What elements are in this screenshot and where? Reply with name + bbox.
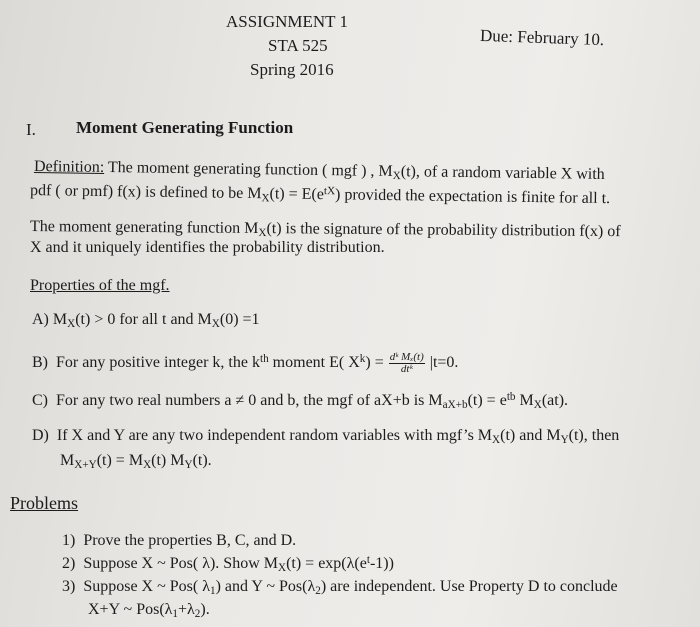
assignment-title: ASSIGNMENT 1 <box>226 12 349 31</box>
problem-3-line-1: 3) Suppose X ~ Pos( $\lambda_1$) and Y ~ $Pos(\lambda_2)$ are independent. Use Property D to conclude <box>62 578 618 597</box>
section-title: Moment Generating Function <box>76 118 294 137</box>
property-b: B) For any positive integer k, the $k^{th}$ moment E( $X^k$) = $\frac{\text{dᵏ Mₓ(t)}}{\text{dtᵏ}}$ |t=0. <box>32 351 459 375</box>
definition-line-1: Definition: The moment generating function ( mgf ) , $M_X(t)$, of a random variable X with <box>33 158 605 183</box>
definition-label: Definition: <box>33 158 105 176</box>
property-c: C) For any two real numbers a ≠ 0 and b, the mgf of aX+b is $M_{aX+b}(t) = e^{tb}$ $M_X(at)$. <box>32 391 569 411</box>
section-numeral: I. <box>26 120 36 139</box>
signature-line-2: X and it uniquely identifies the probability distribution. <box>30 239 385 256</box>
problems-title: Problems <box>10 493 79 513</box>
due-date: Due: February 10. <box>479 25 605 50</box>
property-a: A) $M_X(t) > 0$ for all t and $M_X(0) =1$ <box>32 311 260 330</box>
derivative-fraction: $\frac{\text{dᵏ Mₓ(t)}}{\text{dtᵏ}}$ <box>389 351 424 375</box>
problem-1: 1) Prove the properties B, C, and D. <box>62 532 297 549</box>
definition-line-2: pdf ( or pmf) f(x) is defined to be $M_X(t) = E(e^{tX})$ provided the expectation is finite for all t. <box>29 182 611 208</box>
term: Spring 2016 <box>250 60 334 79</box>
problem-3-line-2: X+Y ~ $Pos(\lambda_1+\lambda_2)$. <box>88 601 210 620</box>
property-d-line-2: $M_{X+Y}(t) = M_X(t)$ $M_Y(t)$. <box>60 452 212 471</box>
signature-line-1: The moment generating function $M_X(t)$ is the signature of the probability distribution f(x) of <box>29 218 621 241</box>
problem-2: 2) Suppose X ~ Pos( λ). Show $M_X(t) = \exp(\lambda(e^t-1))$ <box>62 554 394 574</box>
property-d-line-1: D) If X and Y are any two independent random variables with mgf’s $M_X(t)$ and $M_Y(t)$, then <box>32 427 620 446</box>
properties-title: Properties of the mgf. <box>30 277 170 294</box>
course-code: STA 525 <box>268 36 328 55</box>
